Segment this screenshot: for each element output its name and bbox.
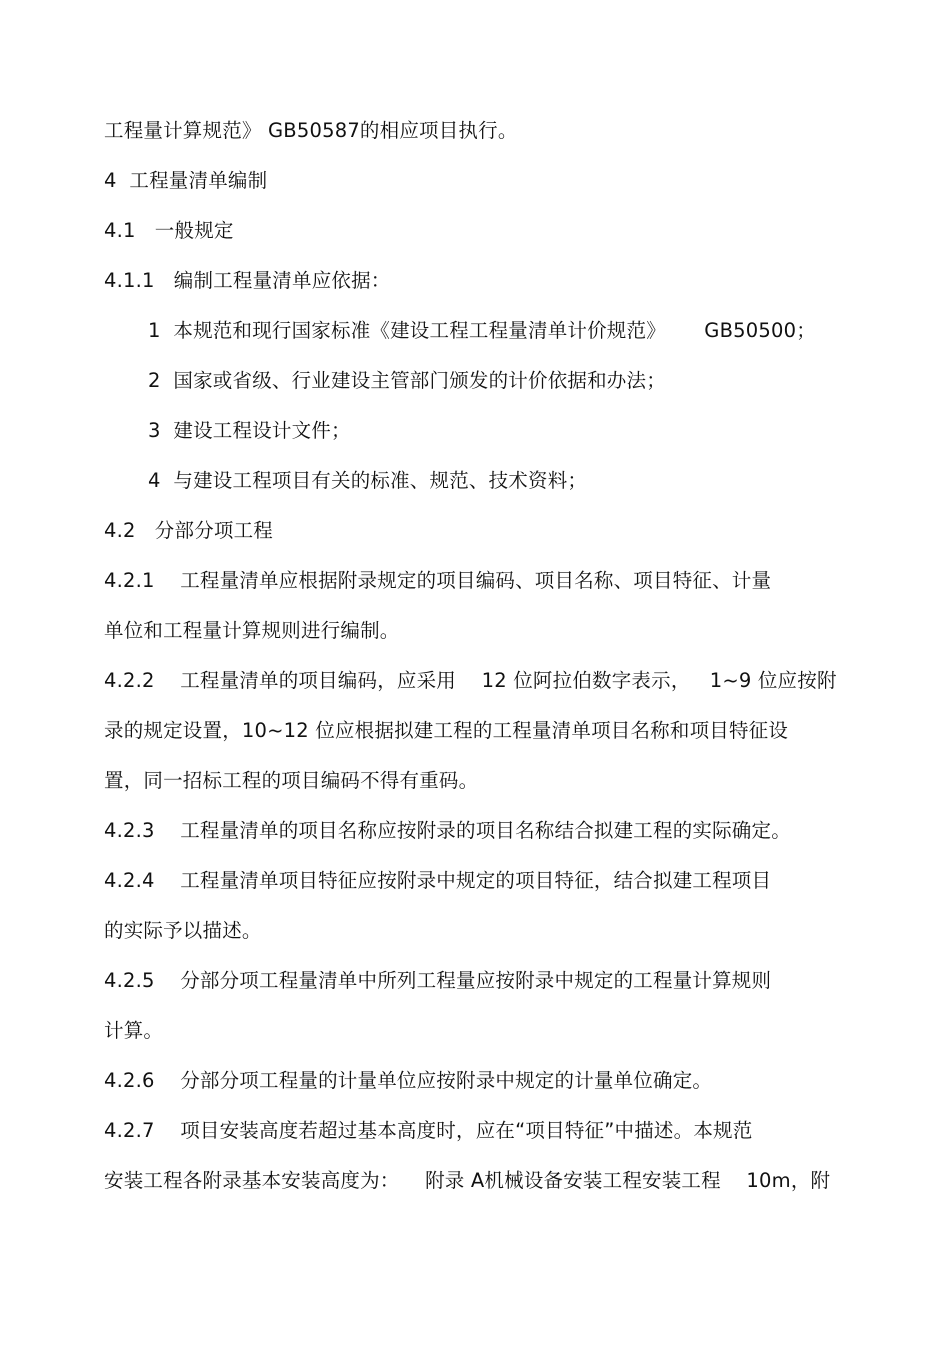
list-item-3: 3 建设工程设计文件；: [148, 419, 351, 442]
section-heading-4: 4 工程量清单编制: [104, 169, 268, 192]
clause-4-2-7: 4.2.7 项目安装高度若超过基本高度时，应在“项目特征”中描述。本规范: [104, 1119, 753, 1142]
clause-4-2-4-cont: 的实际予以描述。: [104, 919, 262, 942]
clause-4-2-5-cont: 计算。: [104, 1019, 164, 1042]
text-line-1: 工程量计算规范》 GB50587的相应项目执行。: [104, 119, 518, 142]
clause-4-2-5: 4.2.5 分部分项工程量清单中所列工程量应按附录中规定的工程量计算规则: [104, 969, 772, 992]
clause-4-2-1: 4.2.1 工程量清单应根据附录规定的项目编码、项目名称、项目特征、计量: [104, 569, 772, 592]
list-item-4: 4 与建设工程项目有关的标准、规范、技术资料；: [148, 469, 588, 492]
list-item-2: 2 国家或省级、行业建设主管部门颁发的计价依据和办法；: [148, 369, 666, 392]
clause-4-2-2: 4.2.2 工程量清单的项目编码，应采用 12 位阿拉伯数字表示， 1~9 位应按附: [104, 669, 837, 692]
clause-4-2-4: 4.2.4 工程量清单项目特征应按附录中规定的项目特征，结合拟建工程项目: [104, 869, 772, 892]
clause-4-1-1: 4.1.1 编制工程量清单应依据：: [104, 269, 391, 292]
clause-4-2-3: 4.2.3 工程量清单的项目名称应按附录的项目名称结合拟建工程的实际确定。: [104, 819, 791, 842]
clause-4-2-2-cont-1: 录的规定设置，10~12 位应根据拟建工程的工程量清单项目名称和项目特征设: [104, 719, 789, 742]
clause-4-2-7-cont: 安装工程各附录基本安装高度为： 附录 A机械设备安装工程安装工程 10m，附: [104, 1169, 831, 1192]
section-heading-4-2: 4.2 分部分项工程: [104, 519, 274, 542]
clause-4-2-2-cont-2: 置，同一招标工程的项目编码不得有重码。: [104, 769, 479, 792]
list-item-1: 1 本规范和现行国家标准《建设工程工程量清单计价规范》 GB50500；: [148, 319, 816, 342]
clause-4-2-1-cont: 单位和工程量计算规则进行编制。: [104, 619, 400, 642]
clause-4-2-6: 4.2.6 分部分项工程量的计量单位应按附录中规定的计量单位确定。: [104, 1069, 713, 1092]
section-heading-4-1: 4.1 一般规定: [104, 219, 234, 242]
